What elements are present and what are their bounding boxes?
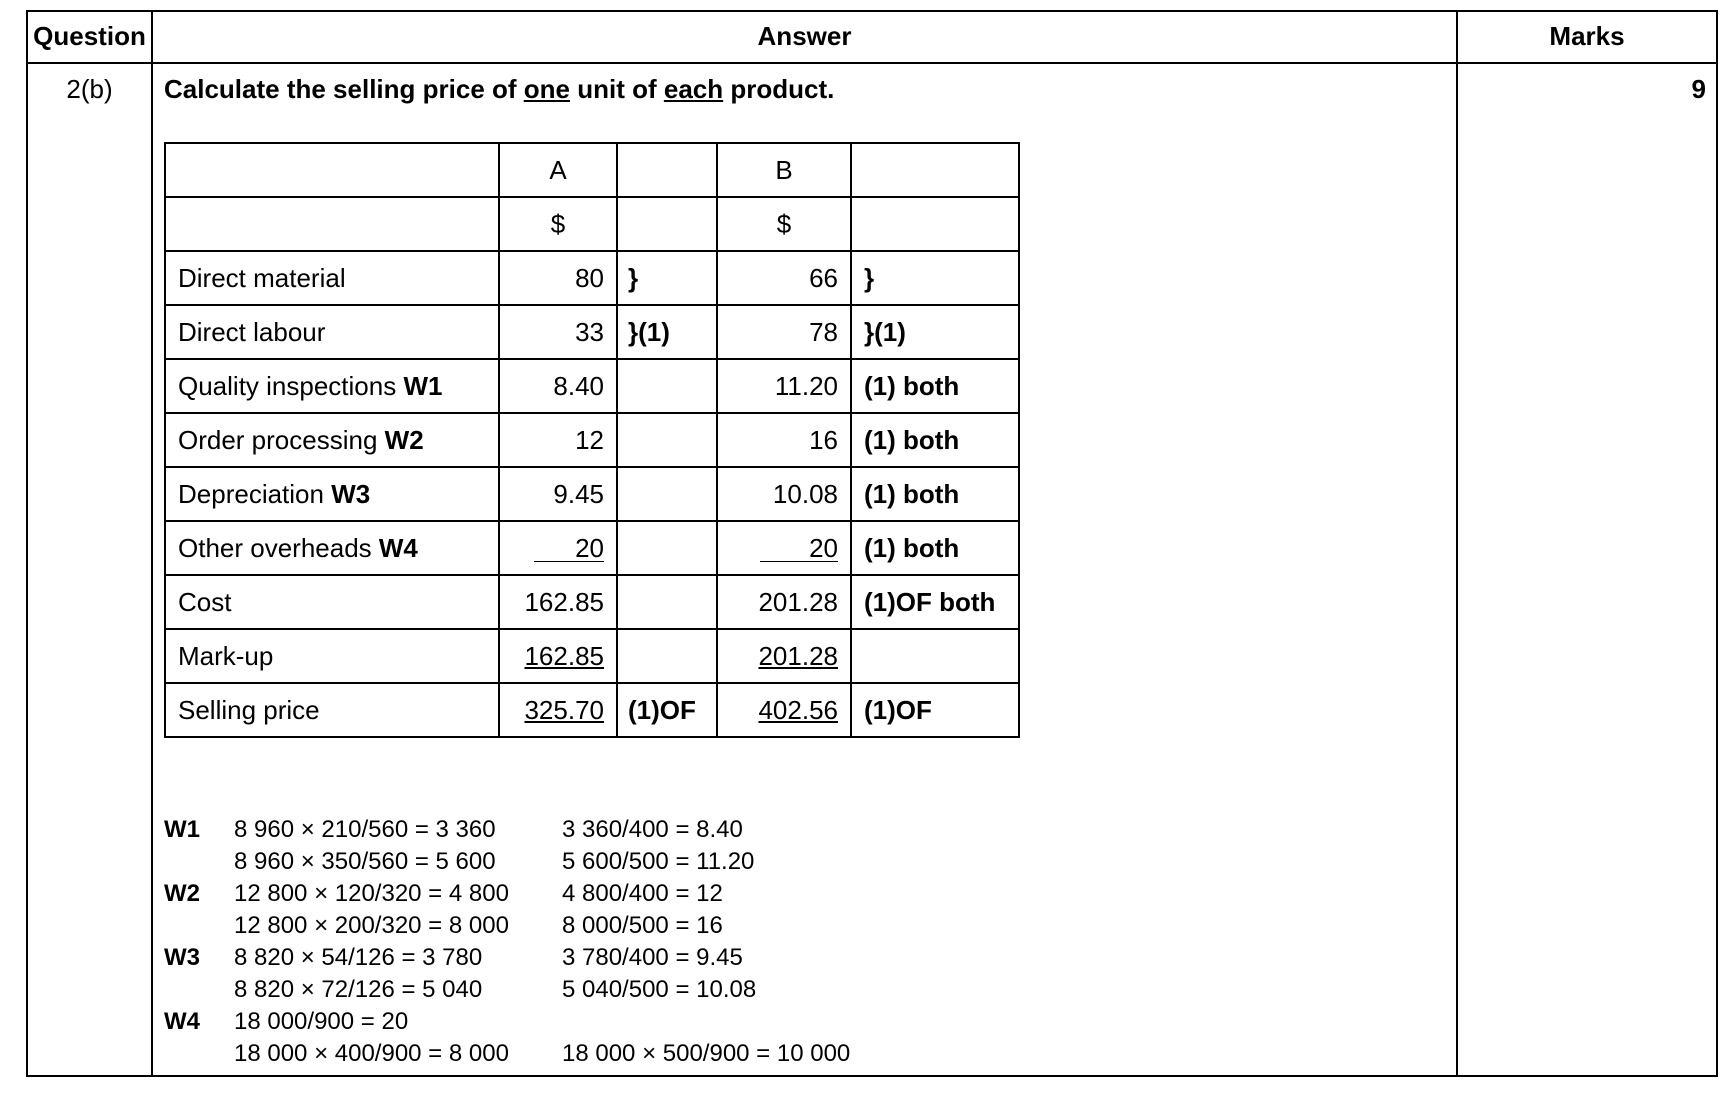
table-row	[165, 575, 1019, 629]
column-divider-marks	[1456, 12, 1458, 1075]
row-label: Other overheads W4	[165, 521, 499, 575]
header-question: Question	[33, 21, 146, 51]
cost-calculation-table	[164, 142, 1020, 738]
mark-a	[617, 359, 717, 413]
value-a: 80	[499, 251, 617, 305]
value-a: 20	[499, 521, 617, 575]
mark-scheme-table: Question Answer Marks 2(b) 9 Calculate the selling price of one unit of each product. A B $ $ Direct material 80 } 66 } Direct labour 33 }(1) 78 }(1) Quality inspections W1 8.40 11.20 (1) both Order processing W2 12 16 (1) both Depreciation W3 9.45 10.08 (1) both Other overheads W4 20 20 (1) both Cost 162.85 201.28 (1)OF both Mark-up 162.85 201.28 Selling price 325.70 (1)OF 402.56 (1)OF W1 8 960 × 210/560 = 3 360 3 360/400 = 8.40 8 960 × 350/560 = 5 600 5 600/500 = 11.20 W2 12 800 × 120/320 = 4 800 4 800/400 = 12 12 800 × 200/320 = 8 000 8 000/500 = 16 W3 8 820 × 54/126 = 3 780 3 780/400 = 9.45 8 820 × 72/126 = 5 040 5 040/500 = 10.08 W4 18 000/900 = 20 18 000 × 400/900 = 8 000 18 000 × 500/900 = 10 000	[26, 10, 1718, 1077]
mark-a	[617, 575, 717, 629]
value-a: 33	[499, 305, 617, 359]
mark-a	[617, 629, 717, 683]
table-row	[165, 629, 1019, 683]
column-divider-question	[151, 12, 153, 1075]
value-b: 11.20	[717, 359, 851, 413]
header-marks: Marks	[1549, 21, 1625, 51]
prompt-one: one	[523, 74, 570, 104]
table-row	[165, 521, 1019, 575]
table-row	[165, 143, 1019, 197]
table-row	[165, 197, 1019, 251]
value-b: 20	[717, 521, 851, 575]
value-b: 78	[717, 305, 851, 359]
table-row	[165, 251, 1019, 305]
mark-a: }(1)	[617, 305, 717, 359]
row-label: Cost	[165, 575, 499, 629]
table-row	[165, 305, 1019, 359]
value-b: 201.28	[717, 629, 851, 683]
mark-a	[617, 413, 717, 467]
question-number: 2(b)	[66, 74, 113, 104]
row-label: Direct material	[165, 251, 499, 305]
row-label: Quality inspections W1	[165, 359, 499, 413]
mark-b: (1) both	[851, 521, 1019, 575]
value-a: 162.85	[499, 575, 617, 629]
column-b-header: B	[717, 143, 851, 197]
value-b: 16	[717, 413, 851, 467]
mark-a	[617, 521, 717, 575]
row-label: Mark-up	[165, 629, 499, 683]
marks-value: 9	[1691, 74, 1706, 104]
mark-a: (1)OF	[617, 683, 717, 737]
row-label: Order processing W2	[165, 413, 499, 467]
row-label: Depreciation W3	[165, 467, 499, 521]
mark-a	[617, 467, 717, 521]
column-a-header: A	[499, 143, 617, 197]
table-row	[165, 413, 1019, 467]
value-a: 162.85	[499, 629, 617, 683]
mark-a: }	[617, 251, 717, 305]
table-row	[165, 683, 1019, 737]
row-label: Selling price	[165, 683, 499, 737]
value-b: 10.08	[717, 467, 851, 521]
mark-b: }(1)	[851, 305, 1019, 359]
question-prompt: Calculate the selling price of one unit of each product.	[164, 74, 835, 104]
currency-b: $	[717, 197, 851, 251]
table-row	[165, 467, 1019, 521]
mark-b: (1)OF	[851, 683, 1019, 737]
value-b: 201.28	[717, 575, 851, 629]
header-answer: Answer	[757, 21, 852, 51]
mark-b: (1) both	[851, 359, 1019, 413]
value-a: 8.40	[499, 359, 617, 413]
value-a: 12	[499, 413, 617, 467]
prompt-each: each	[663, 74, 724, 104]
value-b: 402.56	[717, 683, 851, 737]
table-row	[165, 359, 1019, 413]
value-a: 325.70	[499, 683, 617, 737]
row-label: Direct labour	[165, 305, 499, 359]
mark-b: }	[851, 251, 1019, 305]
mark-b: (1) both	[851, 467, 1019, 521]
mark-b: (1)OF both	[851, 575, 1019, 629]
mark-b: (1) both	[851, 413, 1019, 467]
value-b: 66	[717, 251, 851, 305]
currency-a: $	[499, 197, 617, 251]
value-a: 9.45	[499, 467, 617, 521]
mark-b	[851, 629, 1019, 683]
